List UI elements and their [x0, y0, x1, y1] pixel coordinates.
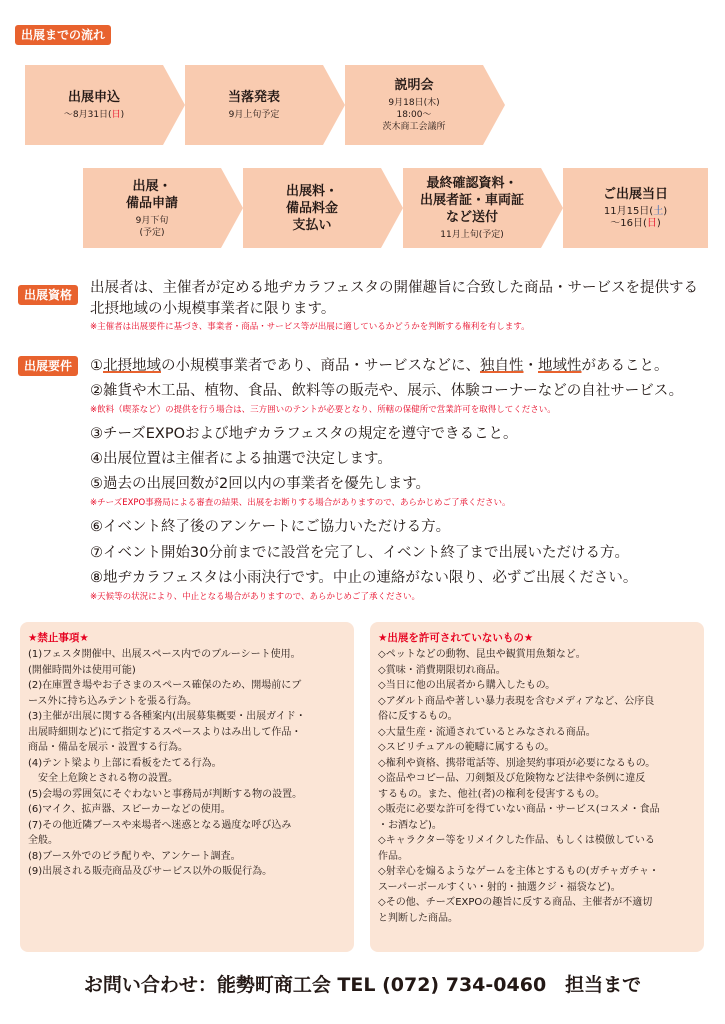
- prohibited-list: [28, 647, 354, 880]
- requirement-1: ①北摂地域の小規模事業者であり、商品・サービスなどに、独自性・地域性があること。: [90, 358, 669, 374]
- flow-step-result: [185, 65, 345, 145]
- qualification-label: 出展資格: [18, 285, 78, 305]
- flow-step-application: [25, 65, 185, 145]
- requirement-7: ⑦イベント開始30分前までに設営を完了し、イベント終了まで出展いただける方。: [90, 545, 629, 561]
- step-title: 出展申込: [67, 90, 120, 105]
- prohibited-title: ★禁止事項★: [28, 632, 89, 644]
- list-item: ◇スピリチュアルの範疇に属するもの。: [378, 742, 555, 753]
- list-item: ◇アダルト商品や著しい暴力表現を含むメディアなど、公序良: [378, 695, 655, 707]
- requirement-3: ③チーズEXPOおよび地ヂカラフェスタの規定を遵守できること。: [90, 426, 518, 442]
- requirement-4: ④出展位置は主催者による抽選で決定します。: [90, 451, 392, 467]
- requirement-5-note: ※チーズEXPO事務局による審査の結果、出展をお断りする場合がありますので、あらかじめご了承ください。: [90, 498, 511, 508]
- list-item: ◇賞味・消費期限切れ商品。: [378, 664, 506, 676]
- step-sub: 9月18日(木) 18:00～ 茨木商工会議所: [382, 98, 446, 132]
- list-item: (9)出展される販売商品及びサービス以外の販促行為。: [28, 866, 273, 877]
- list-item: 俗に反するもの。: [378, 711, 458, 722]
- list-item: ◇ペットなどの動物、昆虫や観賞用魚類など。: [378, 649, 586, 660]
- qualification-note: ※主催者は出展要件に基づき、事業者・商品・サービス等が出展に適しているかどうかを判断する権利を有します。: [90, 322, 530, 332]
- list-item: ース外に持ち込みテントを張る行為。: [28, 695, 197, 707]
- requirement-6: ⑥イベント終了後のアンケートにご協力いただける方。: [90, 519, 451, 535]
- not-allowed-title: ★出展を許可されていないもの★: [378, 632, 534, 644]
- qualification-text: 出展者は、主催者が定める地ヂカラフェスタの開催趣旨に合致した商品・サービスを提供する北摂地域の小規模事業者に限ります。: [90, 280, 698, 317]
- list-item: ・お酒など)。: [378, 819, 442, 831]
- step-title: ご出展当日: [602, 187, 668, 202]
- requirement-5: ⑤過去の出展回数が2回以内の事業者を優先します。: [90, 476, 431, 492]
- list-item: するもの。また、他社(者)の権利を侵害するもの。: [378, 788, 606, 800]
- list-item: ◇キャラクター等をリメイクした作品、もしくは模倣している: [378, 835, 655, 846]
- requirement-8-note: ※天候等の状況により、中止となる場合がありますので、あらかじめご了承ください。: [90, 592, 420, 602]
- flow-step-event-day: [563, 168, 708, 248]
- not-allowed-box: [370, 622, 704, 952]
- list-item: 作品。: [378, 850, 408, 862]
- not-allowed-list: [378, 647, 704, 926]
- requirements-label: 出展要件: [18, 356, 78, 376]
- list-item: ◇当日に他の出展者から購入したもの。: [378, 680, 556, 691]
- list-item: 出展時細則など)にて指定するスペースよりはみ出して作品・: [28, 726, 302, 738]
- step-title: 説明会: [394, 78, 434, 93]
- prohibited-box: [20, 622, 354, 952]
- list-item: (開催時間外は使用可能): [28, 664, 136, 676]
- requirement-2: ②雑貨や木工品、植物、食品、飲料等の販売や、展示、体験コーナーなどの自社サービス。: [90, 383, 684, 399]
- step-sub: 11月上旬(予定): [440, 230, 504, 240]
- list-item: (8)ブース外でのビラ配りや、アンケート調査。: [28, 850, 241, 862]
- list-item: 安全上危険とされる物の設置。: [28, 773, 178, 784]
- list-item: と判断した商品。: [378, 912, 458, 924]
- list-item: 全般。: [28, 835, 58, 846]
- list-item: ◇販売に必要な許可を得ていない商品・サービス(コスメ・食品: [378, 804, 660, 815]
- contact-footer: お問い合わせ：能勢町商工会 TEL (072) 734-0460 担当まで: [83, 974, 642, 996]
- list-item: (4)テント梁より上部に看板をたてる行為。: [28, 757, 222, 769]
- flow-title: 出展までの流れ: [15, 25, 111, 45]
- list-item: ◇大量生産・流通されているとみなされる商品。: [378, 726, 596, 738]
- step-sub: 9月下旬 (予定): [135, 215, 169, 238]
- list-item: (6)マイク、拡声器、スピーカーなどの使用。: [28, 804, 231, 815]
- flow-step-payment: [243, 168, 403, 248]
- step-title: 出展料・ 備品料金 支払い: [285, 183, 338, 233]
- list-item: (5)会場の雰囲気にそぐわないと事務局が判断する物の設置。: [28, 788, 303, 800]
- step-title: 出展・ 備品申請: [125, 178, 178, 211]
- list-item: (2)在庫置き場やお子さまのスペース確保のため、開場前にブ: [28, 680, 302, 691]
- step-sub: 9月上旬予定: [228, 110, 280, 120]
- list-item: ◇その他、チーズEXPOの趣旨に反する商品、主催者が不適切: [378, 897, 653, 908]
- step-sub: ～8月31日(日): [63, 110, 125, 120]
- step-sub: 11月15日(土) ～16日(日): [603, 206, 668, 229]
- requirement-2-note: ※飲料（喫茶など）の提供を行う場合は、三方囲いのテントが必要となり、所轄の保健所で営業許可を取得してください。: [90, 405, 556, 415]
- requirement-8: ⑧地ヂカラフェスタは小雨決行です。中止の連絡がない限り、必ずご出展ください。: [90, 570, 638, 586]
- list-item: スーパーボールすくい・射的・抽選クジ・福袋など)。: [378, 881, 621, 893]
- list-item: ◇射幸心を煽るようなゲームを主体とするもの(ガチャガチャ・: [378, 866, 659, 877]
- list-item: 商品・備品を展示・設置する行為。: [28, 742, 188, 753]
- step-title: 当落発表: [227, 90, 280, 105]
- list-item: (7)その他近隣ブースや来場者へ迷惑となる過度な呼び込み: [28, 819, 292, 831]
- flow-step-briefing: [345, 65, 505, 145]
- list-item: ◇権利や資格、携帯電話等、別途契約事項が必要になるもの。: [378, 757, 656, 769]
- list-item: (1)フェスタ開催中、出展スペース内でのブルーシート使用。: [28, 649, 301, 660]
- list-item: ◇盗品やコピー品、刀剣類及び危険物など法律や条例に違反: [378, 773, 646, 784]
- flow-step-final-docs: [403, 168, 563, 248]
- step-title: 最終確認資料・ 出展者証・車両証 など送付: [419, 176, 524, 225]
- flow-step-equipment: [83, 168, 243, 248]
- list-item: (3)主催が出展に関する各種案内(出展募集概要・出展ガイド・: [28, 711, 306, 722]
